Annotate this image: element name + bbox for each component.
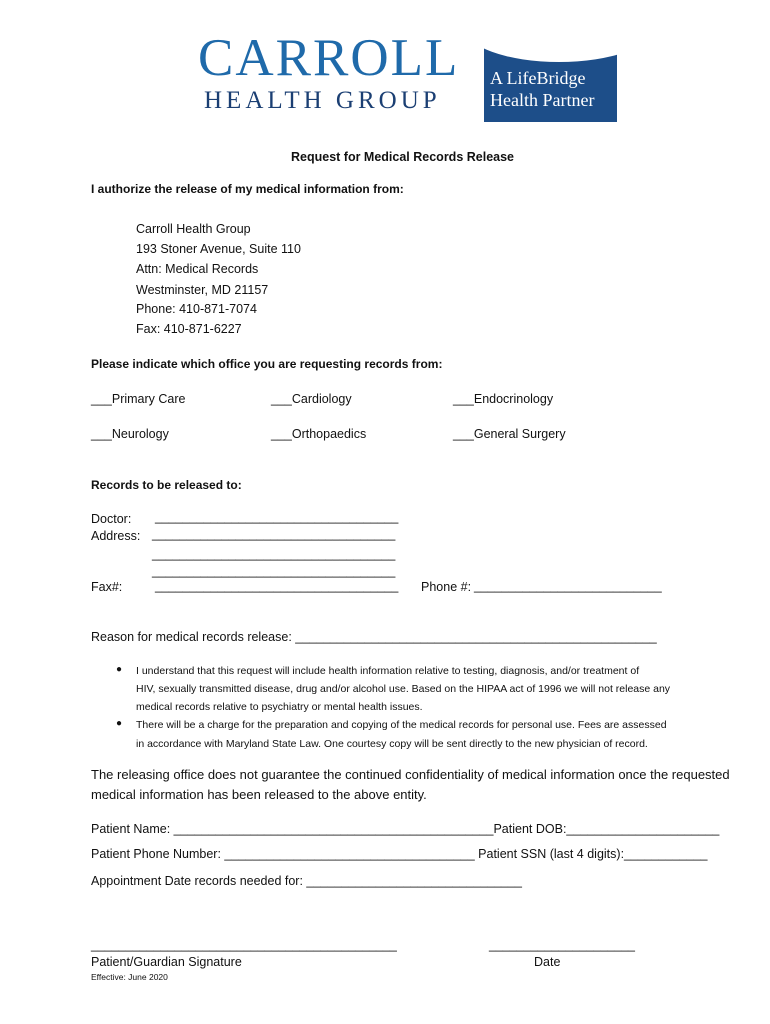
office-prompt: Please indicate which office you are requesting records from: bbox=[91, 357, 443, 371]
disclaimer: The releasing office does not guarantee the continued confidentiality of medical information once the requested bbox=[91, 767, 730, 782]
address-line: Fax: 410-871-6227 bbox=[136, 322, 242, 336]
office-cardiology[interactable]: ___Cardiology bbox=[271, 392, 352, 406]
appointment-date-field[interactable]: Appointment Date records needed for: _______________________________ bbox=[91, 874, 522, 888]
address-line: 193 Stoner Avenue, Suite 110 bbox=[136, 242, 301, 256]
fax-label: Fax#: bbox=[91, 580, 123, 594]
bullet-icon: ● bbox=[116, 718, 123, 729]
effective-date: Effective: June 2020 bbox=[91, 972, 168, 982]
office-neurology[interactable]: ___Neurology bbox=[91, 427, 169, 441]
swoosh-shape bbox=[484, 40, 617, 62]
office-orthopaedics[interactable]: ___Orthopaedics bbox=[271, 427, 367, 441]
form-title: Request for Medical Records Release bbox=[291, 150, 514, 164]
bullet-text: There will be a charge for the preparation and copying of the medical records for personal use. Fees are assessed bbox=[136, 719, 667, 731]
address-field[interactable]: ___________________________________ bbox=[152, 527, 396, 541]
partner-line-1: A LifeBridge bbox=[490, 68, 586, 88]
bullet-text: HIV, sexually transmitted disease, drug and/or alcohol use. Based on the HIPAA act of 1996 we will not release any bbox=[136, 683, 671, 695]
reason-field[interactable]: Reason for medical records release: ____________________________________________________ bbox=[91, 630, 657, 644]
released-to-heading: Records to be released to: bbox=[91, 478, 242, 492]
address-line: Westminster, MD 21157 bbox=[136, 283, 269, 297]
phone-field[interactable]: ___________________________ bbox=[474, 579, 662, 593]
address-field[interactable]: ___________________________________ bbox=[152, 547, 396, 561]
fax-field[interactable]: ___________________________________ bbox=[155, 579, 399, 593]
phone-label: Phone #: bbox=[421, 580, 472, 594]
date-field[interactable]: _____________________ bbox=[489, 938, 635, 952]
bullet-text: in accordance with Maryland State Law. One courtesy copy will be sent directly to the new physician of record. bbox=[136, 738, 648, 750]
signature-label: Patient/Guardian Signature bbox=[91, 955, 242, 969]
carroll-logo bbox=[198, 29, 618, 122]
signature-field[interactable]: ____________________________________________ bbox=[91, 938, 397, 952]
bullet-text: I understand that this request will include health information relative to testing, diagnosis, and/or treatment of bbox=[136, 665, 640, 677]
patient-name-field[interactable]: Patient Name: ______________________________________________Patient DOB:______________________ bbox=[91, 822, 720, 836]
logo-subname: HEALTH GROUP bbox=[204, 87, 441, 114]
office-primary-care[interactable]: ___Primary Care bbox=[91, 392, 186, 406]
doctor-field[interactable]: ___________________________________ bbox=[155, 510, 399, 524]
authorize-heading: I authorize the release of my medical information from: bbox=[91, 182, 404, 196]
partner-line-2: Health Partner bbox=[490, 90, 595, 110]
doctor-label: Doctor: bbox=[91, 512, 132, 526]
address-line: Phone: 410-871-7074 bbox=[136, 302, 257, 316]
address-field[interactable]: ___________________________________ bbox=[152, 564, 396, 578]
logo-name: CARROLL bbox=[198, 29, 460, 87]
lifebridge-badge bbox=[484, 40, 617, 122]
address-label: Address: bbox=[91, 529, 141, 543]
bullet-icon: ● bbox=[116, 664, 123, 675]
office-endocrinology[interactable]: ___Endocrinology bbox=[453, 392, 554, 406]
address-line: Attn: Medical Records bbox=[136, 262, 259, 276]
disclaimer: medical information has been released to the above entity. bbox=[91, 787, 427, 802]
patient-phone-field[interactable]: Patient Phone Number: ____________________________________ Patient SSN (last 4 digits):____________ bbox=[91, 847, 708, 861]
bullet-text: medical records relative to psychiatry or mental health issues. bbox=[136, 701, 423, 713]
address-line: Carroll Health Group bbox=[136, 222, 251, 236]
date-label: Date bbox=[534, 955, 561, 969]
office-general-surgery[interactable]: ___General Surgery bbox=[453, 427, 566, 441]
